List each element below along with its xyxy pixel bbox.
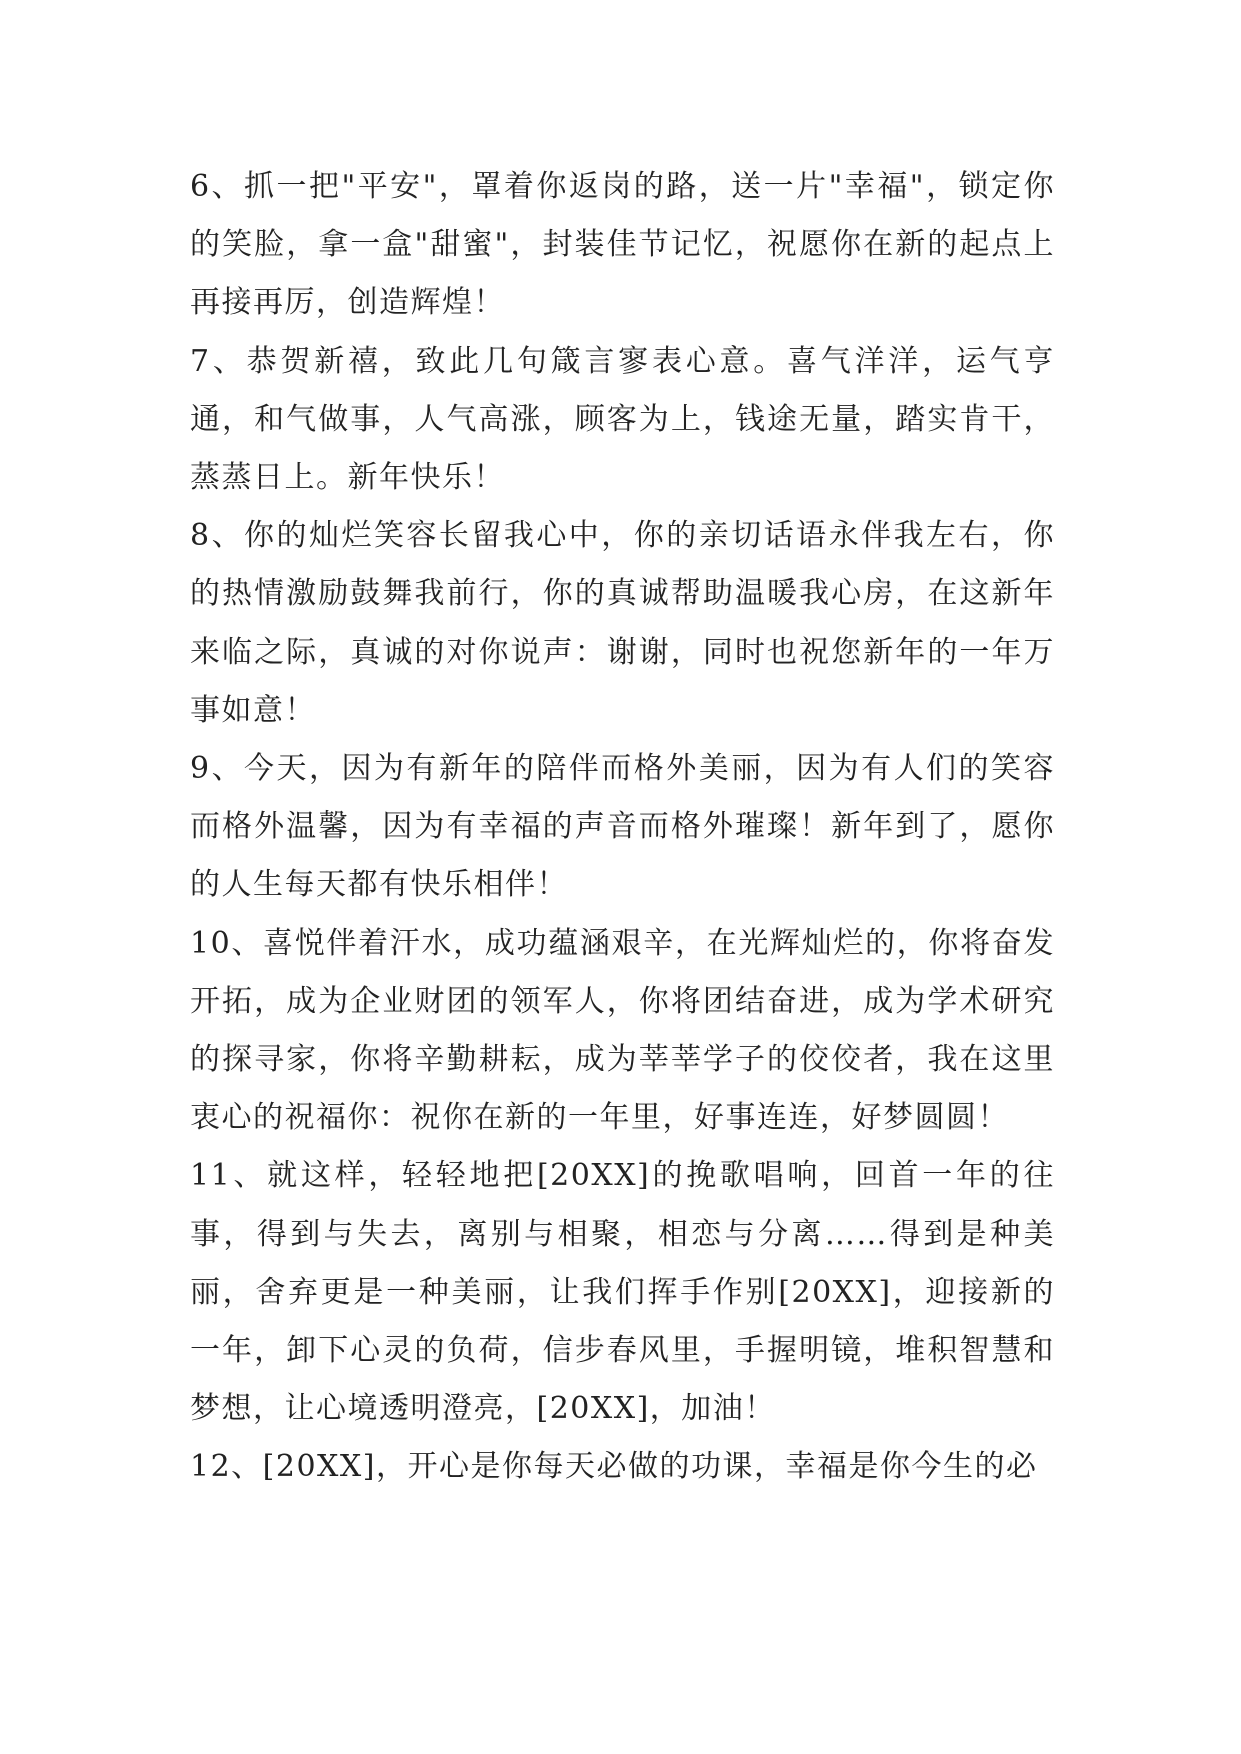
paragraph-6: 6、抓一把"平安"，罩着你返岗的路，送一片"幸福"，锁定你的笑脸，拿一盒"甜蜜"，封装佳节记忆，祝愿你在新的起点上再接再厉，创造辉煌！ [190, 169, 1055, 321]
paragraph-9: 9、今天，因为有新年的陪伴而格外美丽，因为有人们的笑容而格外温馨，因为有幸福的声音而格外璀璨！新年到了，愿你的人生每天都有快乐相伴！ [190, 751, 1055, 903]
paragraph-11: 11、就这样，轻轻地把[20XX]的挽歌唱响，回首一年的往事，得到与失去，离别与相聚，相恋与分离……得到是种美丽，舍弃更是一种美丽，让我们挥手作别[20XX]，迎接新的一年，卸下心灵的负荷，信步春风里，手握明镜，堆积智慧和梦想，让心境透明澄亮，[20XX]，加油！ [190, 1158, 1055, 1427]
paragraph-7: 7、恭贺新禧，致此几句箴言寥表心意。喜气洋洋，运气亨通，和气做事，人气高涨，顾客为上，钱途无量，踏实肯干，蒸蒸日上。新年快乐！ [190, 343, 1055, 496]
document-body [190, 158, 1055, 1497]
paragraph-10: 10、喜悦伴着汗水，成功蕴涵艰辛，在光辉灿烂的，你将奋发开拓，成为企业财团的领军人，你将团结奋进，成为学术研究的探寻家，你将辛勤耕耘，成为莘莘学子的佼佼者，我在这里衷心的祝福你：祝你在新的一年里，好事连连，好梦圆圆！ [190, 925, 1055, 1136]
paragraph-12: 12、[20XX]，开心是你每天必做的功课，幸福是你今生的必 [190, 1449, 1038, 1485]
paragraph-8: 8、你的灿烂笑容长留我心中，你的亲切话语永伴我左右，你的热情激励鼓舞我前行，你的真诚帮助温暖我心房，在这新年来临之际，真诚的对你说声：谢谢，同时也祝您新年的一年万事如意！ [190, 518, 1055, 728]
